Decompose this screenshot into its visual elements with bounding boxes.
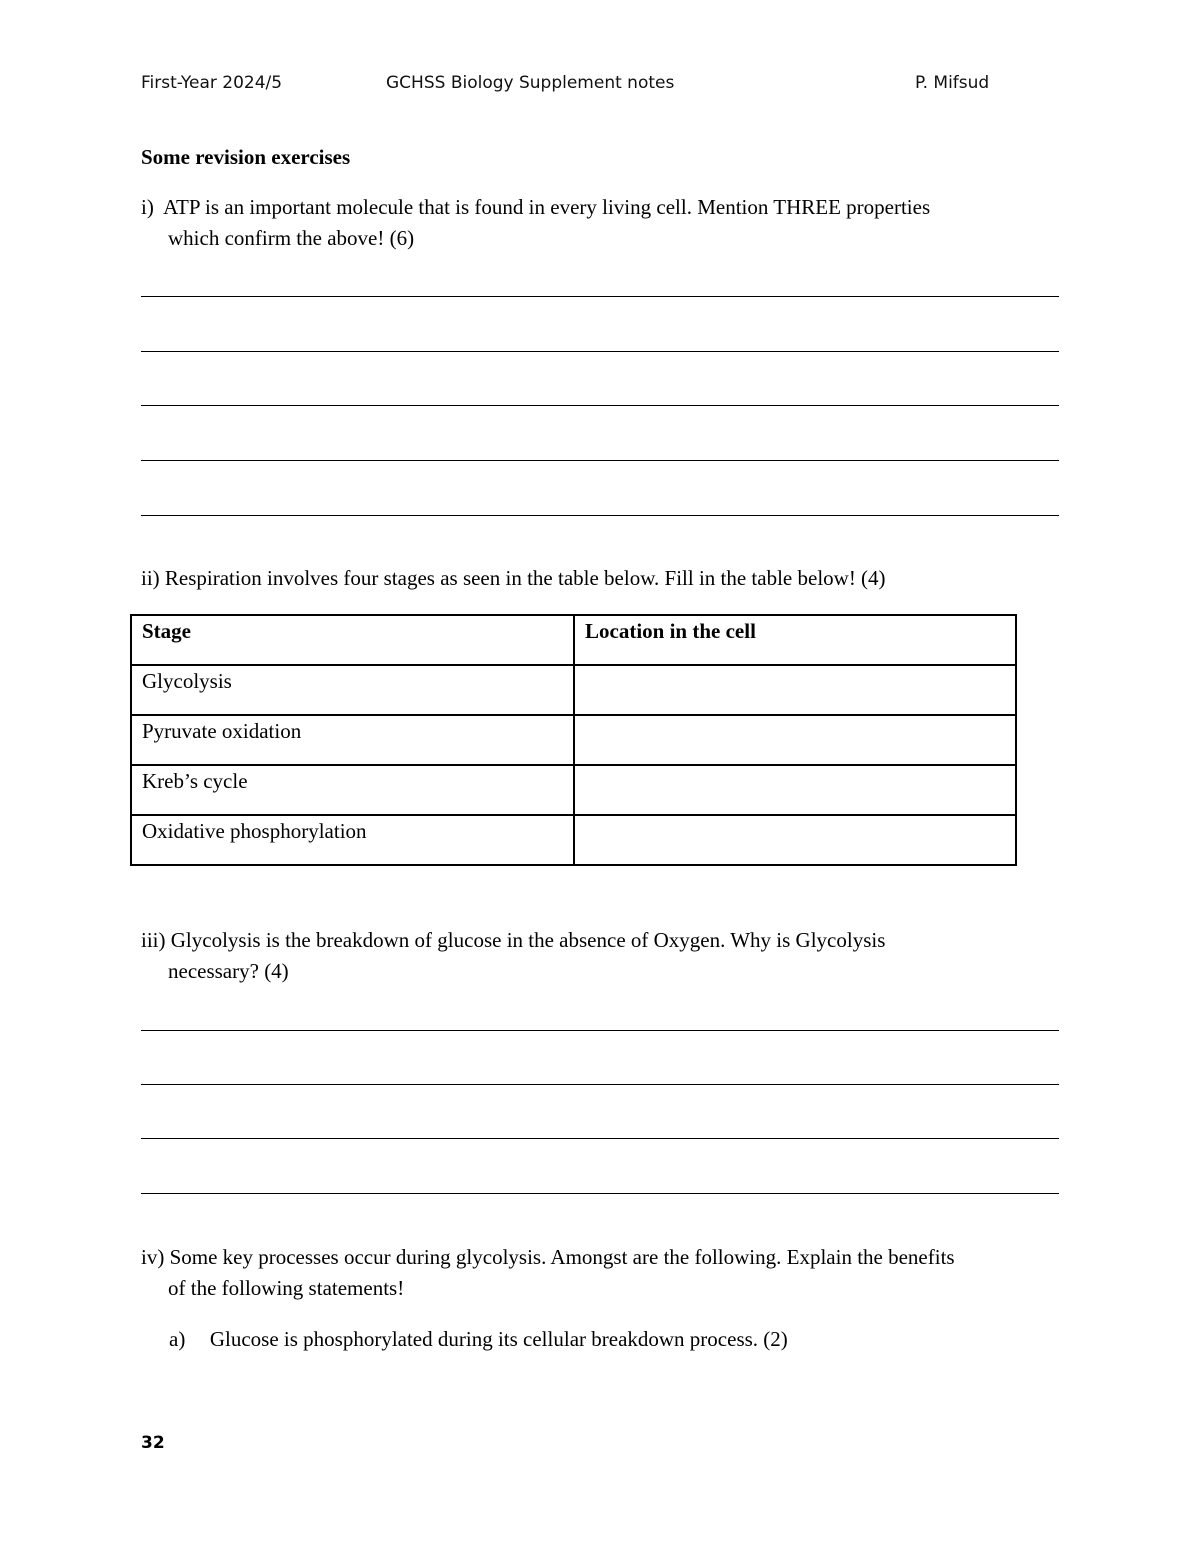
table-row: [131, 765, 1016, 815]
stage-cell: Oxidative phosphorylation: [131, 815, 574, 865]
location-cell[interactable]: [574, 765, 1016, 815]
question-4a: [169, 1324, 788, 1355]
question-4a-label: a): [169, 1327, 186, 1351]
header-author: P. Mifsud: [915, 73, 990, 93]
question-1-line2: which confirm the above! (6): [168, 226, 415, 250]
table-row: [131, 715, 1016, 765]
table-header-row: [131, 615, 1016, 665]
answer-line[interactable]: [141, 405, 1059, 406]
location-cell[interactable]: [574, 815, 1016, 865]
answer-line[interactable]: [141, 515, 1059, 516]
answer-line[interactable]: [141, 1193, 1059, 1194]
question-4-line1: Some key processes occur during glycolysis. Amongst are the following. Explain the benefits: [169, 1245, 955, 1269]
question-4-number: iv): [141, 1245, 165, 1269]
answer-line[interactable]: [141, 351, 1059, 352]
header-course: First-Year 2024/5: [141, 73, 283, 93]
question-1-line1: ATP is an important molecule that is found in every living cell. Mention THREE properties: [163, 195, 931, 219]
location-cell[interactable]: [574, 665, 1016, 715]
question-3-number: iii): [141, 928, 166, 952]
question-1: [141, 192, 1061, 254]
answer-line[interactable]: [141, 1084, 1059, 1085]
answer-line[interactable]: [141, 1030, 1059, 1031]
section-title: Some revision exercises: [141, 145, 351, 169]
answer-line[interactable]: [141, 460, 1059, 461]
header-title: GCHSS Biology Supplement notes: [386, 73, 675, 93]
question-3: [141, 925, 1061, 987]
question-4-line2: of the following statements!: [168, 1276, 405, 1300]
answer-line[interactable]: [141, 1138, 1059, 1139]
table-row: [131, 665, 1016, 715]
answer-line[interactable]: [141, 296, 1059, 297]
question-3-line2: necessary? (4): [168, 959, 289, 983]
question-4a-text: Glucose is phosphorylated during its cellular breakdown process. (2): [209, 1327, 788, 1351]
question-4: [141, 1242, 1061, 1304]
table-header-location: Location in the cell: [574, 615, 1016, 665]
table-header-stage: Stage: [131, 615, 574, 665]
location-cell[interactable]: [574, 715, 1016, 765]
stage-cell: Pyruvate oxidation: [131, 715, 574, 765]
stage-cell: Kreb’s cycle: [131, 765, 574, 815]
stage-cell: Glycolysis: [131, 665, 574, 715]
question-2: ii) Respiration involves four stages as seen in the table below. Fill in the table below! (4): [141, 566, 886, 590]
question-3-line1: Glycolysis is the breakdown of glucose in the absence of Oxygen. Why is Glycolysis: [170, 928, 886, 952]
respiration-stages-table: [130, 614, 1017, 866]
question-1-number: i): [141, 195, 154, 219]
page-number: 32: [141, 1433, 165, 1453]
table-row: [131, 815, 1016, 865]
